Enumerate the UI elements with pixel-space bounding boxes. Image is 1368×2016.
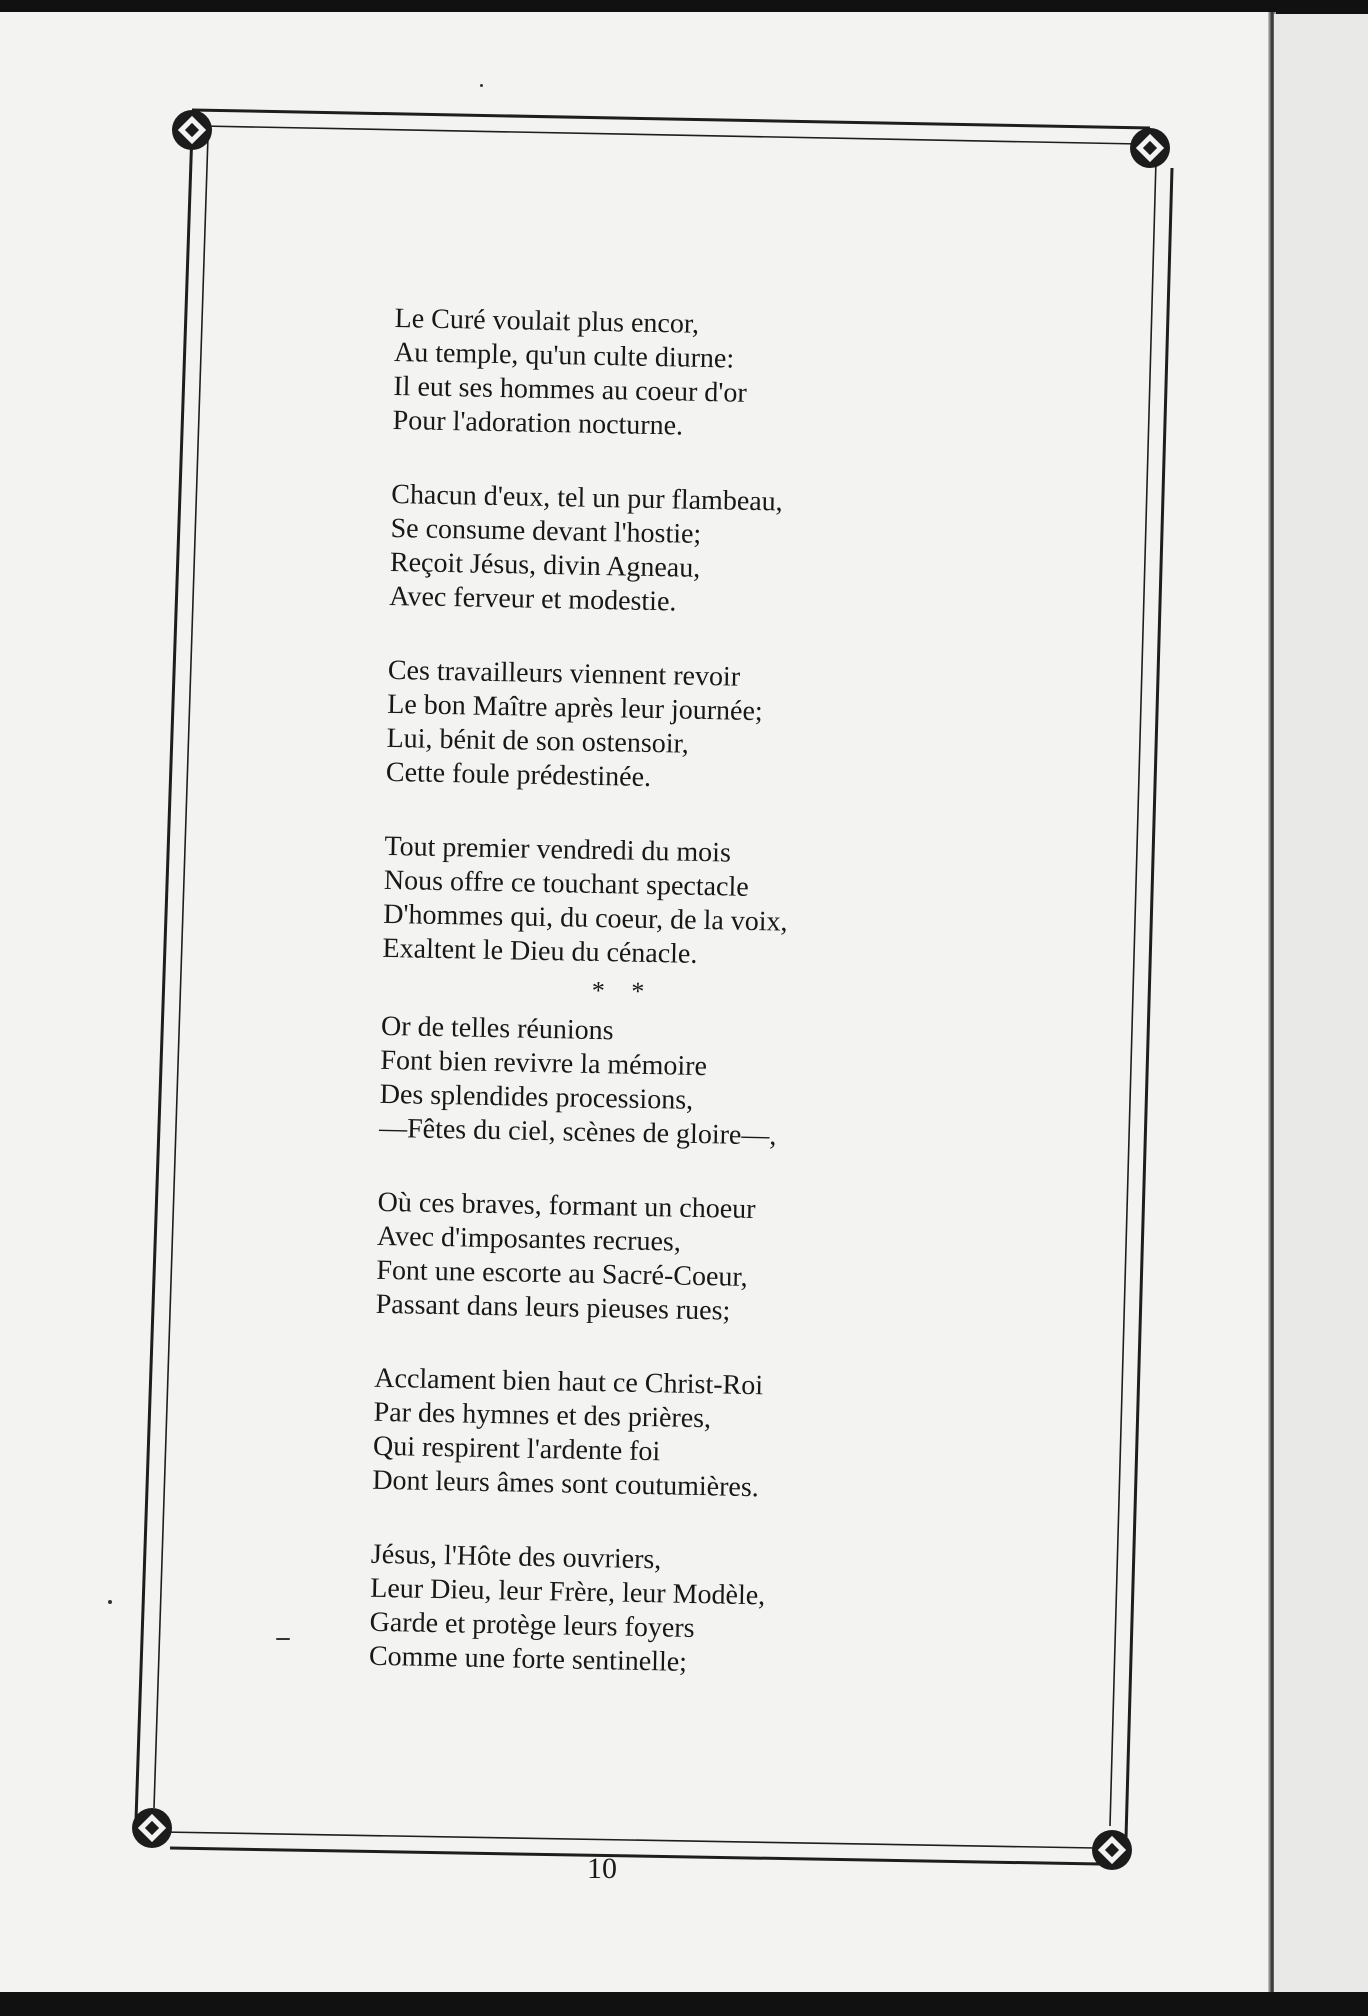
section-divider: * * (591, 975, 655, 1007)
verse-line: Le bon Maître après leur journée; (386, 688, 764, 728)
stanza-8 (369, 1538, 932, 1685)
verse-line: Garde et protège leurs foyers (369, 1606, 695, 1644)
verse-line: Comme une forte sentinelle; (368, 1640, 688, 1678)
verse-line: Avec ferveur et modestie. (389, 580, 677, 618)
corner-ornament-bottom-right (1092, 1830, 1132, 1870)
scan-bottom-edge (0, 1992, 1368, 2016)
verse-line: Par des hymnes et des prières, (373, 1396, 712, 1435)
verse-line: Le Curé voulait plus encor, (394, 302, 700, 340)
corner-ornament-top-right (1130, 128, 1170, 168)
verse-line: Se consume devant l'hostie; (390, 512, 702, 550)
verse-line: Où ces braves, formant un choeur (377, 1186, 756, 1226)
verse-line: Dont leurs âmes sont coutumières. (372, 1464, 760, 1504)
verse-line: Passant dans leurs pieuses rues; (375, 1288, 731, 1327)
verse-line: Cette foule prédestinée. (385, 756, 652, 794)
verse-line: Jésus, l'Hôte des ouvriers, (370, 1538, 662, 1576)
verse-line: D'hommes qui, du coeur, de la voix, (382, 898, 788, 938)
verse-line: Pour l'adoration nocturne. (392, 404, 684, 442)
stanza-1 (392, 302, 955, 449)
verse-line: Il eut ses hommes au coeur d'or (393, 370, 748, 409)
verse-line: Lui, bénit de son ostensoir, (386, 722, 690, 760)
verse-line: Qui respirent l'ardente foi (372, 1430, 661, 1468)
verse-line: Ces travailleurs viennent revoir (387, 654, 741, 693)
verse-line: Font une escorte au Sacré-Coeur, (376, 1254, 748, 1293)
stanza-7 (372, 1362, 935, 1509)
scan-speck (108, 1600, 112, 1604)
corner-ornament-top-left (172, 110, 212, 150)
stanza-3 (386, 654, 949, 801)
verse-line: Exaltent le Dieu du cénacle. (382, 932, 698, 970)
verse-line: Nous offre ce touchant spectacle (383, 864, 749, 903)
stanza-2 (389, 478, 952, 625)
stanza-4 (382, 830, 945, 977)
verse-line: Des splendides processions, (379, 1078, 694, 1116)
corner-ornament-bottom-left (132, 1808, 172, 1848)
page-number: 10 (587, 1852, 617, 1885)
verse-line: Or de telles réunions (380, 1010, 614, 1047)
verse-line: Reçoit Jésus, divin Agneau, (389, 546, 701, 584)
verse-line: Au temple, qu'un culte diurne: (393, 336, 735, 375)
stanza-5 (379, 1010, 942, 1157)
verse-line: Font bien revivre la mémoire (380, 1044, 708, 1083)
poem-text (368, 302, 955, 1724)
verse-line: Avec d'imposantes recrues, (376, 1220, 682, 1258)
stanza-6 (375, 1186, 938, 1333)
verse-line: Chacun d'eux, tel un pur flambeau, (391, 478, 784, 518)
verse-line: —Fêtes du ciel, scènes de gloire—, (378, 1112, 777, 1152)
verse-line: Acclament bien haut ce Christ-Roi (374, 1362, 764, 1402)
verse-line: Leur Dieu, leur Frère, leur Modèle, (370, 1572, 766, 1612)
verse-line: Tout premier vendredi du mois (384, 830, 732, 869)
scan-speck (276, 1638, 290, 1640)
scan-speck (480, 84, 483, 87)
